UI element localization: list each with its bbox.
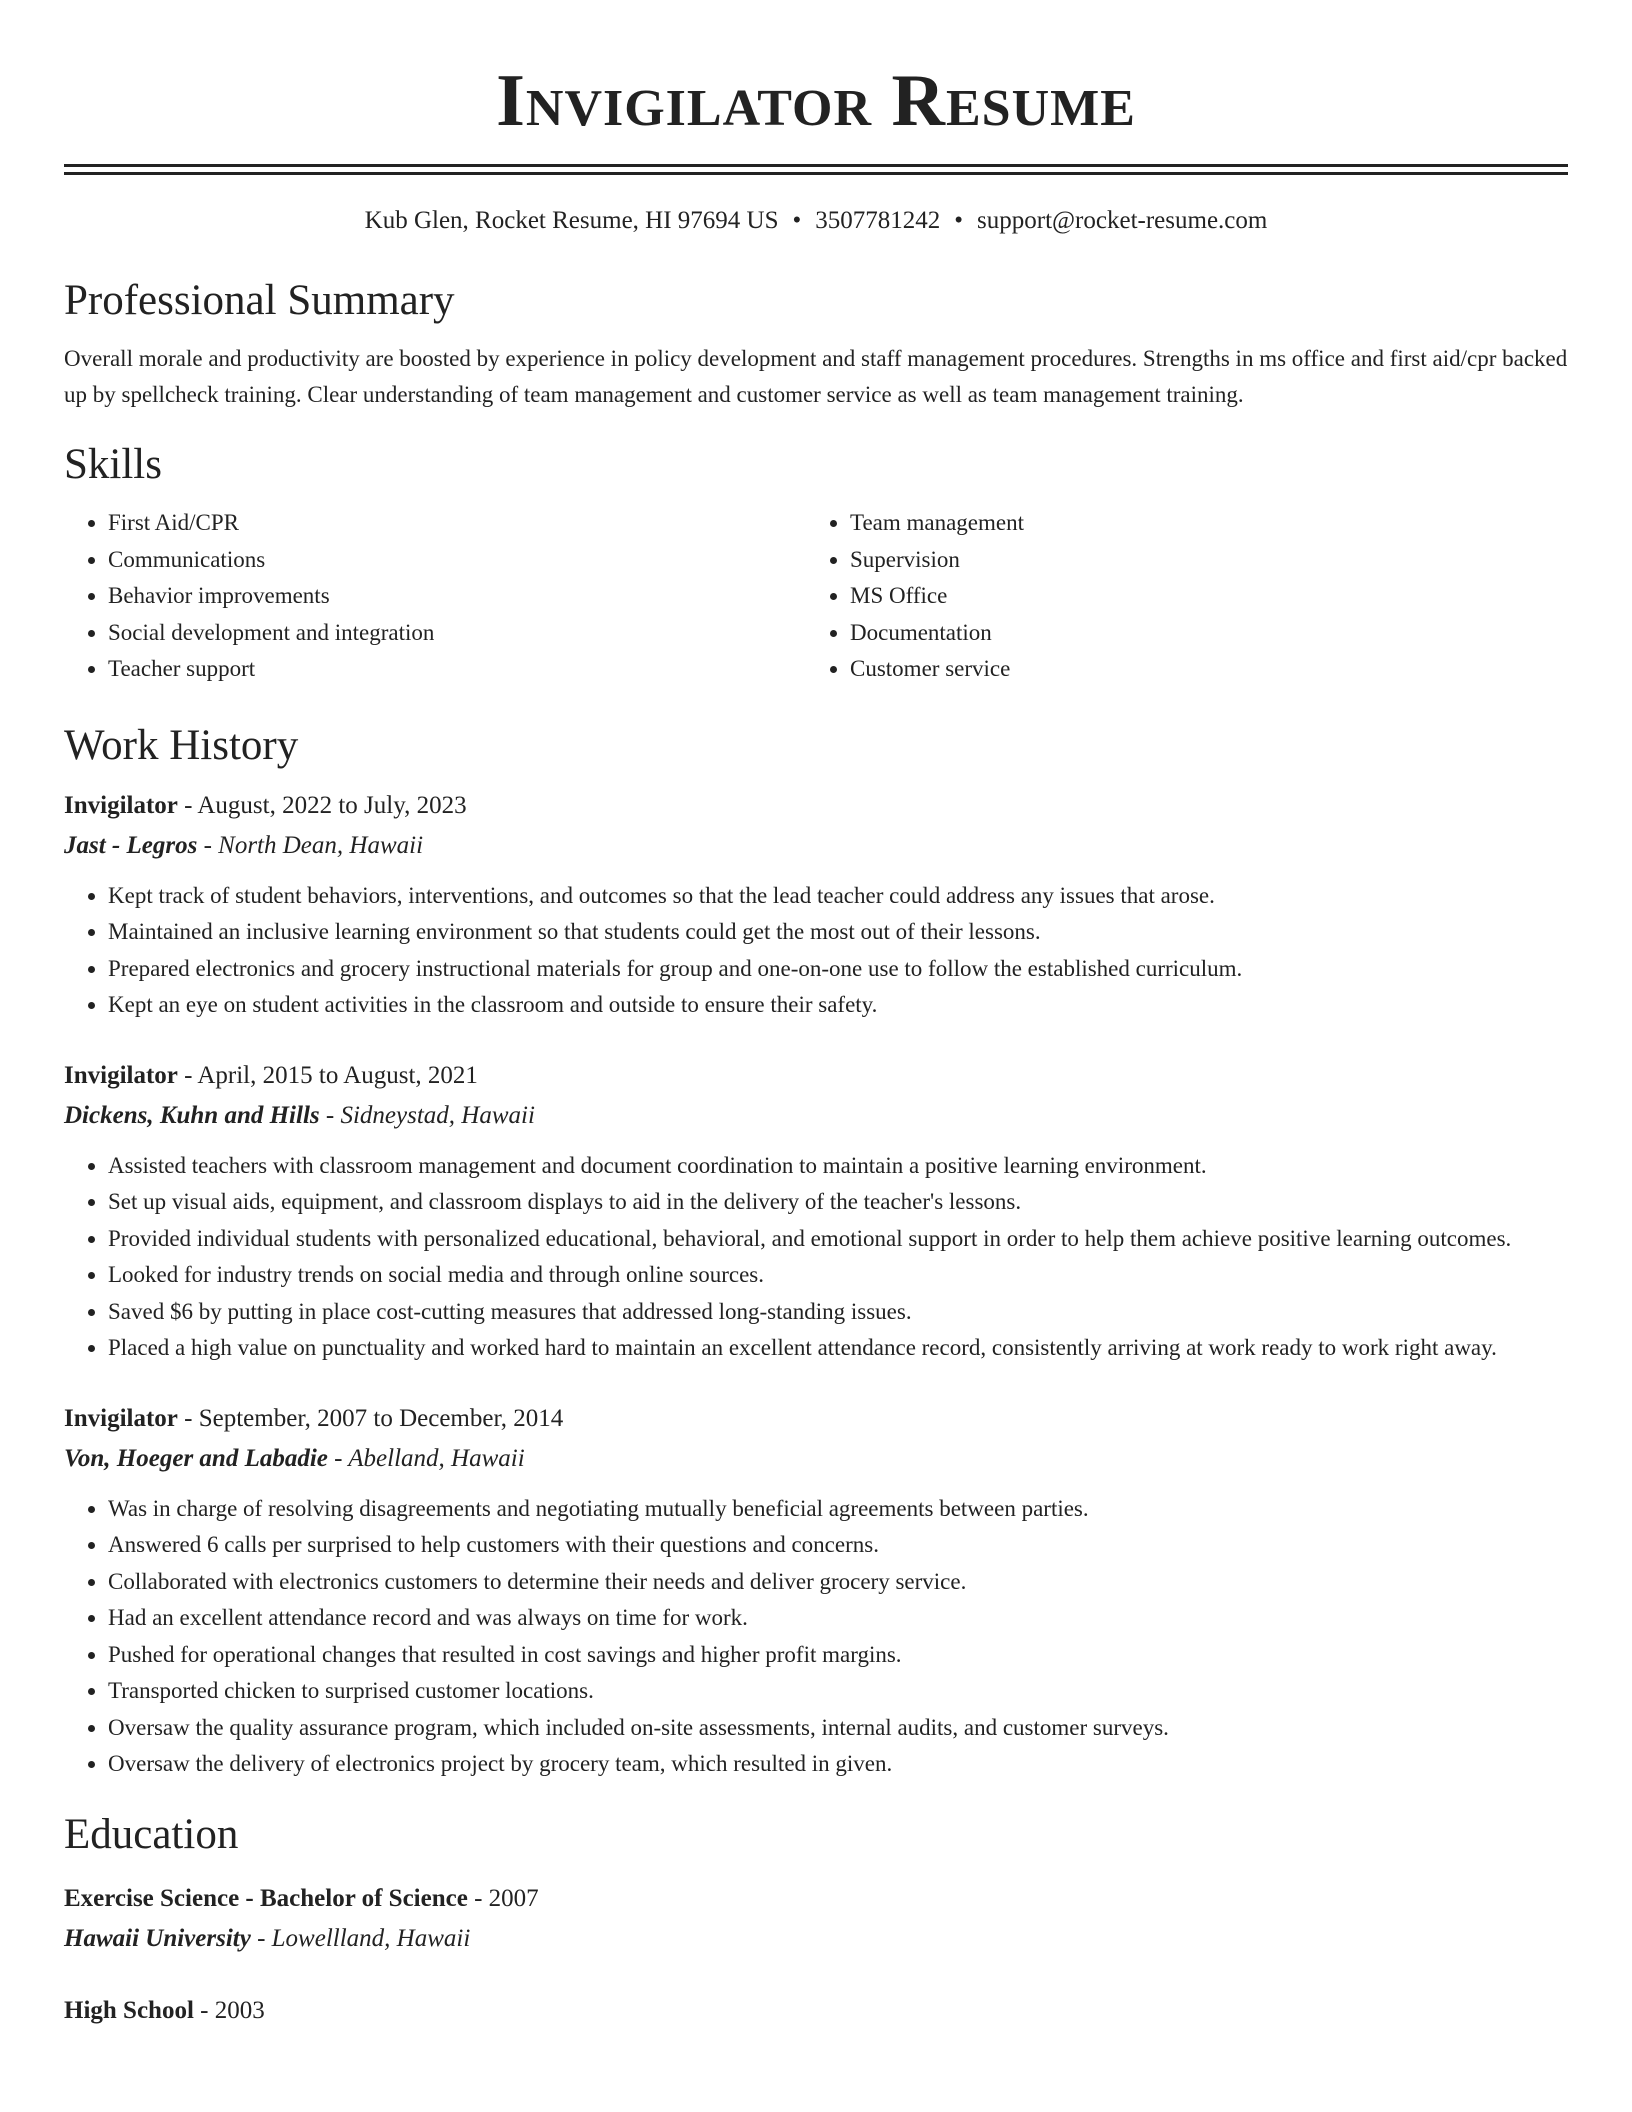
job-entry bbox=[64, 1056, 1568, 1367]
work-history-heading: Work History bbox=[64, 721, 299, 769]
duty-item: • Answered 6 calls per surprised to help customers with their questions and concerns. bbox=[108, 1527, 1568, 1564]
degree-name: High School bbox=[64, 1996, 194, 2024]
job-title-line bbox=[64, 1399, 1568, 1439]
skill-item: • Behavior improvements bbox=[108, 578, 806, 615]
job-duties bbox=[64, 878, 1568, 1024]
company-name: Von, Hoeger and Labadie bbox=[64, 1444, 328, 1472]
school-line bbox=[64, 1919, 1568, 1959]
contact-line bbox=[64, 203, 1568, 239]
skill-item: • Team management bbox=[850, 505, 1568, 542]
duty-item: • Looked for industry trends on social media and through online sources. bbox=[108, 1257, 1568, 1294]
job-duties bbox=[64, 1148, 1568, 1367]
duty-item: • Maintained an inclusive learning environment so that students could get the most out of their lessons. bbox=[108, 914, 1568, 951]
contact-separator: • bbox=[954, 207, 964, 234]
job-entry bbox=[64, 1399, 1568, 1783]
degree-year: - 2007 bbox=[467, 1884, 539, 1912]
job-dates: - August, 2022 to July, 2023 bbox=[177, 791, 467, 819]
company-line bbox=[64, 1439, 1568, 1479]
job-entry bbox=[64, 786, 1568, 1024]
degree-line bbox=[64, 1879, 1568, 1919]
duty-item: • Pushed for operational changes that resulted in cost savings and higher profit margins. bbox=[108, 1637, 1568, 1674]
company-location: - Abelland, Hawaii bbox=[327, 1444, 525, 1472]
degree-name: Exercise Science - Bachelor of Science bbox=[64, 1884, 468, 1912]
school-name: Hawaii University bbox=[64, 1924, 251, 1952]
education-entry bbox=[64, 1991, 1568, 2031]
skill-item: • Teacher support bbox=[108, 651, 806, 688]
job-dates: - September, 2007 to December, 2014 bbox=[177, 1404, 564, 1432]
duty-item: • Saved $6 by putting in place cost-cutting measures that addressed long-standing issues. bbox=[108, 1294, 1568, 1331]
company-location: - Sidneystad, Hawaii bbox=[319, 1101, 535, 1129]
job-title: Invigilator bbox=[64, 791, 178, 819]
resume-title: Invigilator Resume bbox=[496, 60, 1136, 142]
duty-item: • Provided individual students with personalized educational, behavioral, and emotional support in order to help them achieve positive learning outcomes. bbox=[108, 1221, 1568, 1258]
duty-item: • Had an excellent attendance record and was always on time for work. bbox=[108, 1600, 1568, 1637]
job-title: Invigilator bbox=[64, 1404, 178, 1432]
company-name: Dickens, Kuhn and Hills bbox=[64, 1101, 320, 1129]
job-title-line bbox=[64, 1056, 1568, 1096]
duty-item: • Collaborated with electronics customers to determine their needs and deliver grocery service. bbox=[108, 1564, 1568, 1601]
contact-separator: • bbox=[792, 207, 802, 234]
school-location: - Lowellland, Hawaii bbox=[250, 1924, 471, 1952]
skill-item: • Communications bbox=[108, 542, 806, 579]
job-duties bbox=[64, 1491, 1568, 1783]
company-name: Jast - Legros bbox=[64, 831, 198, 859]
contact-address: Kub Glen, Rocket Resume, HI 97694 US bbox=[364, 207, 779, 234]
duty-item: • Transported chicken to surprised customer locations. bbox=[108, 1673, 1568, 1710]
duty-item: • Was in charge of resolving disagreements and negotiating mutually beneficial agreements between parties. bbox=[108, 1491, 1568, 1528]
duty-item: • Oversaw the delivery of electronics project by grocery team, which resulted in given. bbox=[108, 1746, 1568, 1783]
duty-item: • Oversaw the quality assurance program, which included on-site assessments, internal audits, and customer surveys. bbox=[108, 1710, 1568, 1747]
duty-item: • Placed a high value on punctuality and worked hard to maintain an excellent attendance record, consistently arriving at work ready to work right away. bbox=[108, 1330, 1568, 1367]
skill-item: • Social development and integration bbox=[108, 615, 806, 652]
duty-item: • Kept track of student behaviors, interventions, and outcomes so that the lead teacher could address any issues that arose. bbox=[108, 878, 1568, 915]
duty-item: • Prepared electronics and grocery instructional materials for group and one-on-one use to follow the established curriculum. bbox=[108, 951, 1568, 988]
skills-list-right bbox=[806, 505, 1568, 688]
title-double-rule bbox=[64, 164, 1568, 175]
education-entry bbox=[64, 1879, 1568, 1959]
contact-email: support@rocket-resume.com bbox=[977, 207, 1268, 234]
company-line bbox=[64, 826, 1568, 866]
duty-item: • Assisted teachers with classroom management and document coordination to maintain a positive learning environment. bbox=[108, 1148, 1568, 1185]
skill-item: • Documentation bbox=[850, 615, 1568, 652]
skill-item: • Supervision bbox=[850, 542, 1568, 579]
degree-year: - 2003 bbox=[193, 1996, 265, 2024]
contact-phone: 3507781242 bbox=[815, 207, 941, 234]
degree-line bbox=[64, 1991, 1568, 2031]
job-dates: - April, 2015 to August, 2021 bbox=[177, 1061, 478, 1089]
company-line bbox=[64, 1096, 1568, 1136]
summary-text: Overall morale and productivity are boosted by experience in policy development and staff management procedures. Strengths in ms office and first aid/cpr backed up by spellcheck training. Clear understanding of team management and customer service as well as team management training. bbox=[64, 346, 1568, 407]
job-title-line bbox=[64, 786, 1568, 826]
duty-item: • Set up visual aids, equipment, and classroom displays to aid in the delivery of the teacher's lessons. bbox=[108, 1184, 1568, 1221]
summary-heading: Professional Summary bbox=[64, 277, 455, 324]
duty-item: • Kept an eye on student activities in the classroom and outside to ensure their safety. bbox=[108, 987, 1568, 1024]
skills-heading: Skills bbox=[64, 441, 162, 488]
skill-item: • First Aid/CPR bbox=[108, 505, 806, 542]
company-location: - North Dean, Hawaii bbox=[197, 831, 424, 859]
skills-columns bbox=[64, 505, 1568, 688]
education-heading: Education bbox=[64, 1810, 239, 1858]
skill-item: • MS Office bbox=[850, 578, 1568, 615]
job-title: Invigilator bbox=[64, 1061, 178, 1089]
skill-item: • Customer service bbox=[850, 651, 1568, 688]
skills-list-left bbox=[64, 505, 806, 688]
